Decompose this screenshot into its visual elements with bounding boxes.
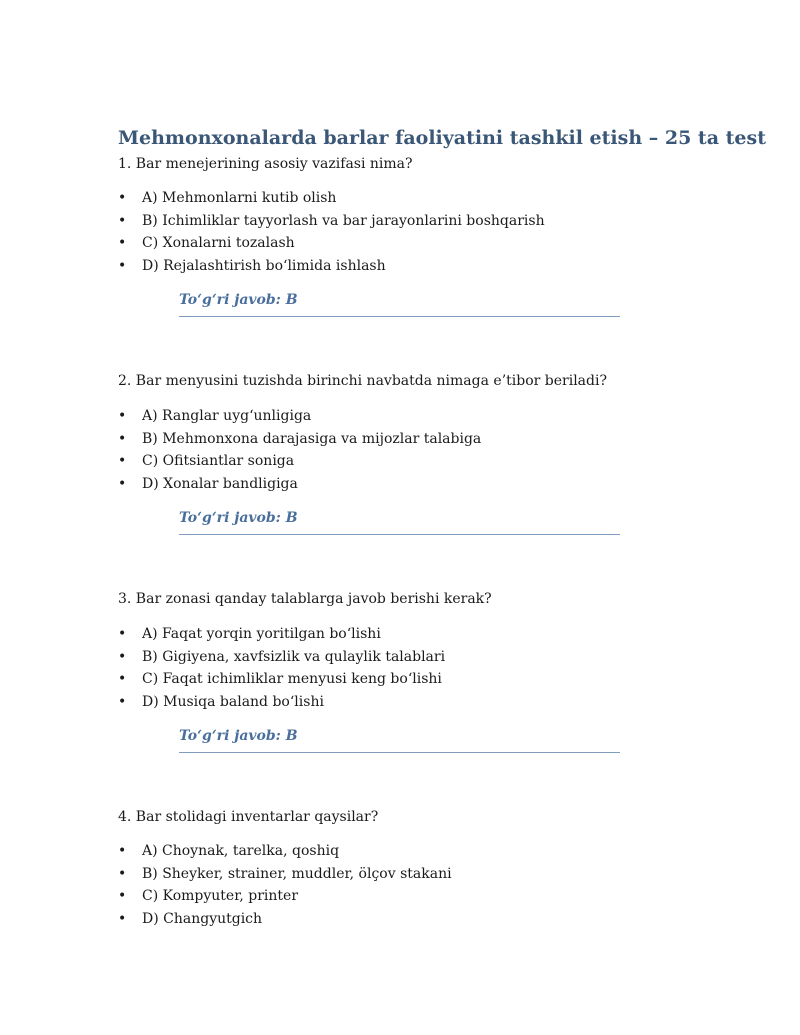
bullet-icon: • [118,235,127,251]
option-item [118,450,698,473]
option-item [118,668,698,691]
option-text: A) Choynak, tarelka, qoshiq [142,843,340,859]
bullet-icon: • [118,475,127,492]
correct-answer: To‘g‘ri javob: B [179,728,298,744]
bullet-icon: • [118,408,127,424]
options-list [118,187,698,277]
question-block [118,153,698,317]
option-item [118,623,698,646]
option-text: A) Ranglar uyg‘unligiga [142,408,312,424]
option-text: A) Mehmonlarni kutib olish [142,190,337,206]
bullet-icon: • [118,257,127,274]
document-title: Mehmonxonalarda barlar faoliyatini tashkil etish – 25 ta test [118,127,766,149]
bullet-icon: • [118,212,127,229]
options-list [118,623,698,713]
option-text: C) Xonalarni tozalash [142,235,295,251]
document-page [118,124,766,930]
question-text: 4. Bar stolidagi inventarlar qaysilar? [118,809,379,825]
option-text: D) Musiqa baland bo‘lishi [142,693,324,710]
bullet-icon: • [118,693,127,710]
answer-block [179,289,620,317]
option-item [118,232,698,255]
option-text: C) Kompyuter, printer [142,888,299,904]
option-item [118,691,698,714]
option-item [118,187,698,210]
bullet-icon: • [118,190,127,206]
option-text: C) Faqat ichimliklar menyusi keng bo‘lishi [142,671,442,687]
option-item [118,428,698,451]
option-item [118,885,698,908]
question-block [118,588,698,753]
option-text: A) Faqat yorqin yoritilgan bo‘lishi [142,626,381,642]
question-block [118,806,698,930]
answer-block [179,725,620,753]
options-list [118,405,698,495]
option-item [118,863,698,886]
bullet-icon: • [118,910,127,927]
option-text: C) Ofitsiantlar soniga [142,453,295,469]
option-item [118,646,698,669]
question-text: 1. Bar menejerining asosiy vazifasi nima? [118,156,413,172]
bullet-icon: • [118,865,127,882]
option-text: B) Ichimliklar tayyorlash va bar jarayonlarini boshqarish [142,212,545,229]
option-text: B) Gigiyena, xavfsizlik va qulaylik talablari [142,648,446,665]
option-item [118,255,698,278]
option-text: D) Rejalashtirish bo‘limida ishlash [142,257,386,274]
question-text: 3. Bar zonasi qanday talablarga javob berishi kerak? [118,591,492,607]
option-item [118,840,698,863]
question-text: 2. Bar menyusini tuzishda birinchi navbatda nimaga e’tibor beriladi? [118,373,607,389]
option-item [118,405,698,428]
bullet-icon: • [118,648,127,665]
question-block [118,370,698,535]
option-item [118,210,698,233]
bullet-icon: • [118,843,127,859]
bullet-icon: • [118,430,127,447]
option-text: D) Changyutgich [142,910,263,927]
option-text: B) Mehmonxona darajasiga va mijozlar talabiga [142,430,482,447]
bullet-icon: • [118,888,127,904]
option-item [118,473,698,496]
option-text: D) Xonalar bandligiga [142,475,298,492]
bullet-icon: • [118,626,127,642]
correct-answer: To‘g‘ri javob: B [179,292,298,308]
options-list [118,840,698,930]
bullet-icon: • [118,671,127,687]
answer-block [179,507,620,535]
option-item [118,908,698,931]
option-text: B) Sheyker, strainer, muddler, ölçov stakani [142,865,452,882]
bullet-icon: • [118,453,127,469]
correct-answer: To‘g‘ri javob: B [179,510,298,526]
